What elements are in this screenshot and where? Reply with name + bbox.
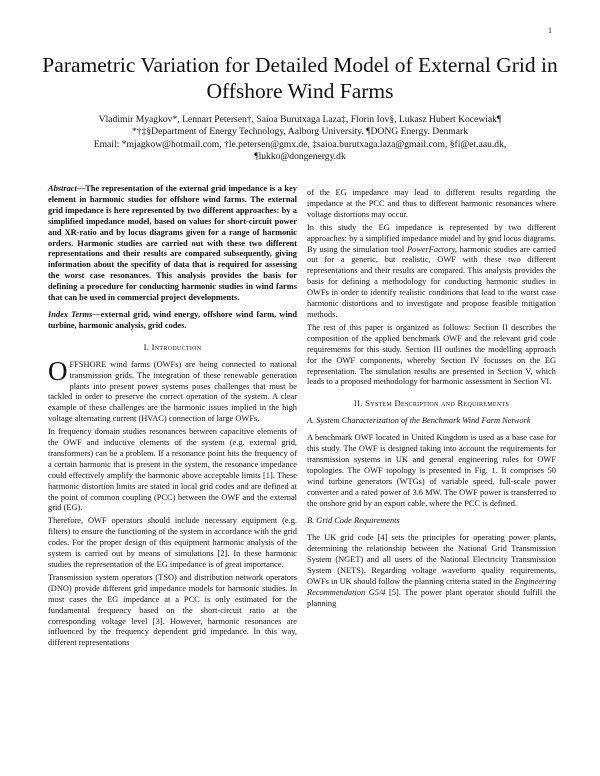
intro-lead-caps: FFSHORE — [69, 359, 107, 369]
intro-paragraph-4: Transmission system operators (TSO) and distribution network operators (DNO) provide different grid impedance models for harmonic studies. In most cases the EG impedance at a PCC is only estimated for the fundamental frequency based on the short-circuit ratio at the corresponding voltage level [3]. However, harmonic resonances are influenced by the frequency dependent grid impedance. In this way, different representations — [48, 572, 297, 648]
subsection-b-ref: Engineering Recommendation G5/4 — [307, 577, 556, 597]
index-terms-text: external grid, wind energy, offshore wind farm, wind turbine, harmonic analysis, grid codes. — [48, 309, 298, 330]
author-affiliation: *†‡§Department of Energy Technology, Aalborg University. ¶DONG Energy. Denmark — [131, 126, 468, 138]
intro-p6-b: harmonic studies are carried out for a generic, but realistic, OWF with these two different representations and their results are compared. This analysis provides the basis for defining a methodology for conducting harmonic studies in OWFs in order to identify realistic conditions that lead to the worst case harmonic distortions and to investigate and propose feasible mitigation methods. — [307, 244, 556, 319]
intro-paragraph-2: In frequency domain studies resonances between capacitive elements of the OWF and inductive elements of the system (e.g. external grid, transformers) can be a problem. If a resonance point hits the frequency of a certain harmonic that is present in the system, the resonance impedance could effectively amplify the harmonic above acceptable limits [1]. These harmonic distortion limits are stated in local grid codes and are defined at the point of common coupling (PCC) between the OWF and the external grid (EG). — [48, 427, 297, 513]
intro-paragraph-5: of the EG impedance may lead to different results regarding the impedance at the PCC and thus to different harmonic resonances where voltage distortions may occur. — [307, 188, 556, 219]
left-column — [48, 184, 297, 651]
abstract-text: The representation of the external grid impedance is a key element in harmonic studies for offshore wind farms. The external grid impedance is here represented by two different approaches: by a simplified impedance model, based on values for short-circuit power and XR-ratio and by locus diagrams given for a range of harmonic orders. Harmonic studies are carried out with these two different representations and their results are compared subsequently, giving information about the specifity of data that is required for assessing the worst case resonances. This analysis provides the basis for defining a procedure for conducting harmonic studies in wind farms that can be used in commercial project developments. — [48, 184, 297, 303]
intro-paragraph-3: Therefore, OWF operators should include necessary equipment (e.g. filters) to ensure the functioning of the system in accordance with the grid codes. For the proper design of this equipment harmonic analysis of the system is carried out by means of simulations [2]. In these harmonic studies the representation of the EG impedance is of great importance. — [48, 516, 297, 569]
author-emails: Email: *mjagkow@hotmail.com, †le.petersen@gmx.de, ‡saioa.burutxaga.laza@gmail.com, §fi@et.aau.dk, — [93, 138, 507, 150]
index-terms — [48, 310, 297, 332]
author-block — [40, 114, 560, 164]
subsection-a-paragraph: A benchmark OWF located in United Kingdom is used as a base case for this study. The OWF is designed taking into account the requirements for transmission systems in UK and general engineering rules for OWF topologies. The OWF topology is presented in Fig. 1. It comprises 50 wind turbine generators (WTGs) of variable speed, full-scale power converter and a rated power of 3.6 MW. The OWF power is transferred to the onshore grid by an export cable, where the PCC is defined. — [307, 433, 556, 508]
intro-paragraph-7: The rest of this paper is organized as follows: Section II describes the composition of the applied benchmark OWF and the relevant grid code requirements for this study. Section III outlines the modelling approach for the OWF components, whereby Section IV focusses on the EG representation. The simulation results are presented in Section V, which leads to a proposed methodology for harmonic assessment in Section VI. — [307, 322, 556, 387]
abstract — [48, 184, 297, 304]
drop-cap: O — [48, 355, 68, 386]
section-heading-introduction: I. Introduction — [143, 341, 202, 352]
page-number: 1 — [548, 26, 552, 35]
paper-title: Parametric Variation for Detailed Model of External Grid in Offshore Wind Farms — [42, 53, 558, 103]
subsection-b-text-b: [5]. The power plant operator should fulfill the planning — [307, 587, 556, 608]
author-names: Vladimir Myagkov*, Lennart Petersen†, Saioa Burutxaga Laza‡, Florin Iov§, Lukasz Hubert Kocewiak¶ — [98, 114, 502, 125]
subsection-heading-b: B. Grid Code Requirements — [307, 516, 400, 526]
intro-paragraph-6 — [307, 223, 556, 321]
intro-p6-tool: PowerFactory, — [406, 244, 457, 254]
index-terms-label: Index Terms— — [48, 309, 101, 319]
intro-paragraph-1 — [48, 355, 297, 425]
intro-p6-a: In this study the EG impedance is represented by two different approaches: by a simplified impedance model and by grid locus diagrams. By using the simulation tool — [307, 222, 556, 254]
author-emails-cont: ¶lukko@dongenergy.dk — [254, 151, 346, 163]
right-column — [307, 188, 556, 612]
subsection-b-paragraph — [307, 533, 556, 609]
abstract-label: Abstract— — [48, 184, 86, 193]
intro-p1-text: wind farms (OWFs) are being connected to national transmission grids. The integration of these renewable generation plants into present power systems poses challenges that must be tackled in order to preserve the correct operation of the system. A clear example of these challenges are the harmonic issues implied in the high voltage alternating current (HVAC) connection of large OWFs. — [48, 359, 297, 424]
subsection-heading-a: A. System Characterization of the Benchmark Wind Farm Network — [307, 416, 531, 426]
subsection-b-text-a: The UK grid code [4] sets the principles for operating power plants, determining the relationship between the National Grid Transmission System (NGET) and all users of the National Electricity Transmission System (NETS). Regarding voltage waveform quality requirements, OWFs in UK should follow the planning criteria stated in the — [307, 533, 556, 586]
section-heading-system-description: II. System Description and Requirements — [353, 398, 510, 409]
